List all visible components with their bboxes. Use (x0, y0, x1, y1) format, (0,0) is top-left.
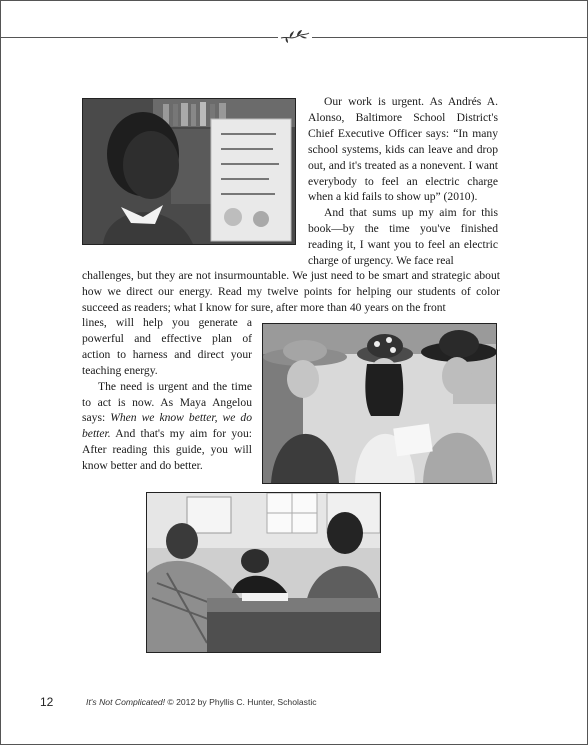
footer-credit (86, 697, 317, 707)
full-width-paragraph: challenges, but they are not insurmountable. We just need to be smart and strategic about how we direct our energy. Read my twelve points for helping our students of color succeed as readers; what I know for sure, after more than 40 years on the front (82, 269, 500, 314)
paragraph-maya-angelou (82, 379, 252, 474)
leaf-flourish-icon (278, 27, 312, 45)
paragraph-urgent: Our work is urgent. As Andrés A. Alonso, Baltimore School District's Chief Executive Officer says: “In many school systems, kids can leave and drop out, and it's treated as a nonevent. I want everybody to feel an electric charge when a kid fails to show up” (2010). (308, 95, 498, 204)
photo-students-in-hats (262, 323, 497, 484)
quote-lead-in: The need is urgent and the time to act is now. As Maya Angelou says: (82, 379, 252, 425)
left-column-text (82, 315, 252, 474)
maya-angelou-quote: When we know better, we do better. (82, 411, 252, 441)
book-title: It's Not Complicated! (86, 697, 166, 707)
quote-follow-up: And that's my aim for you: After reading this guide, you will know better and do better. (82, 427, 252, 473)
photo-student-with-poster (82, 98, 296, 245)
page-number: 12 (40, 695, 54, 709)
paragraph-aim: And that sums up my aim for this book—by the time you've finished reading it, I want you to feel an electric charge of urgency. We face real (308, 206, 498, 268)
copyright-line: © 2012 by Phyllis C. Hunter, Scholastic (165, 697, 317, 707)
right-column-text (308, 94, 498, 269)
paragraph-lines: lines, will help you generate a powerful and effective plan of action to harness and direct your teaching energy. (82, 316, 252, 377)
photo-students-at-desks (146, 492, 381, 653)
